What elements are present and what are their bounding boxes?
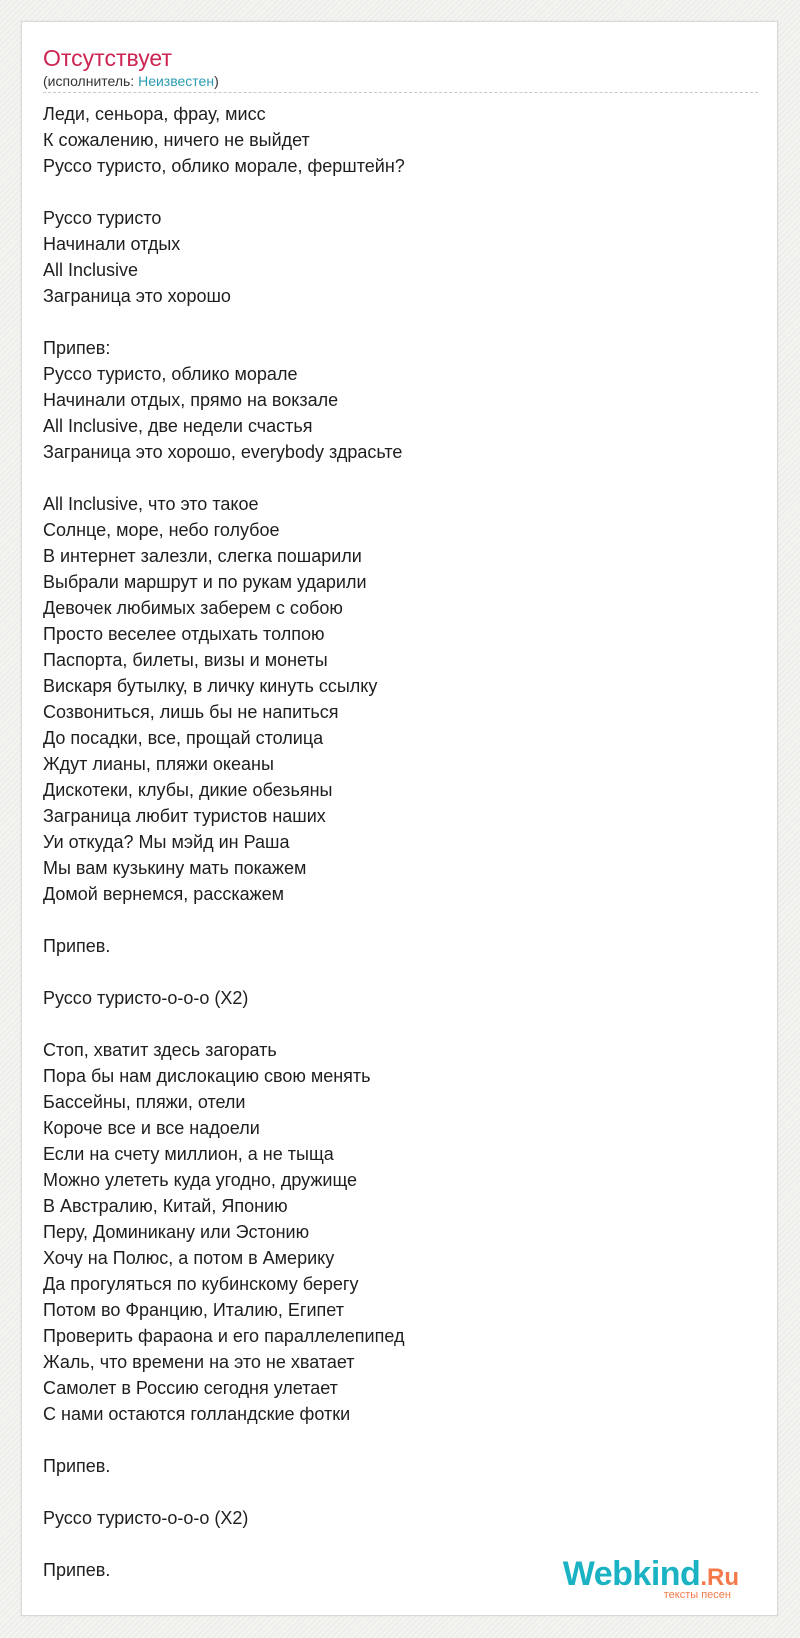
logo-name: Webkind (562, 1555, 701, 1593)
lyric-line: Пора бы нам дислокацию свою менять (43, 1066, 371, 1086)
lyric-line: В интернет залезли, слегка пошарили (43, 546, 362, 566)
lyric-line: Хочу на Полюс, а потом в Америку (43, 1248, 335, 1268)
lyric-line: Руссо туристо, облико морале, ферштейн? (43, 156, 405, 176)
lyric-line: Заграница любит туристов наших (43, 806, 326, 826)
lyric-line: All Inclusive (43, 260, 139, 280)
lyric-line: Если на счету миллион, а не тыща (43, 1144, 334, 1164)
lyric-line: Припев: (43, 338, 111, 358)
lyric-line: Бассейны, пляжи, отели (43, 1092, 246, 1112)
site-logo[interactable] (563, 1557, 739, 1601)
lyric-line (43, 907, 743, 933)
lyric-line: All Inclusive, что это такое (43, 494, 259, 514)
lyric-line: В Австралию, Китай, Японию (43, 1196, 288, 1216)
lyric-line: До посадки, все, прощай столица (43, 728, 324, 748)
lyrics-card (21, 21, 778, 1616)
lyric-line: All Inclusive, две недели счастья (43, 416, 313, 436)
artist-link[interactable]: Неизвестен (138, 73, 215, 89)
lyric-line: Ждут лианы, пляжи океаны (43, 754, 274, 774)
lyric-line: Да прогуляться по кубинскому берегу (43, 1274, 359, 1294)
lyric-line: Потом во Францию, Италию, Египет (43, 1300, 344, 1320)
lyric-line: Короче все и все надоели (43, 1118, 260, 1138)
lyric-line: Припев. (43, 1560, 111, 1580)
lyric-line: Солнце, море, небо голубое (43, 520, 280, 540)
lyric-line: Просто веселее отдыхать толпою (43, 624, 325, 644)
logo-tagline: тексты песен (663, 1589, 731, 1601)
lyric-line: Заграница это хорошо (43, 286, 231, 306)
artist-line (43, 72, 219, 90)
lyric-line: Паспорта, билеты, визы и монеты (43, 650, 328, 670)
lyric-line (43, 179, 743, 205)
lyric-line: Созвониться, лишь бы не напиться (43, 702, 339, 722)
lyric-line: Проверить фараона и его параллелепипед (43, 1326, 405, 1346)
lyric-line: Можно улететь куда угодно, дружище (43, 1170, 358, 1190)
lyric-line (43, 309, 743, 335)
lyric-line: Начинали отдых, прямо на вокзале (43, 390, 339, 410)
title-divider (43, 92, 758, 93)
lyric-line: Припев. (43, 1456, 111, 1476)
lyric-line: К сожалению, ничего не выйдет (43, 130, 310, 150)
lyric-line (43, 1011, 743, 1037)
lyric-line (43, 1427, 743, 1453)
lyric-line (43, 465, 743, 491)
lyric-line: Выбрали маршрут и по рукам ударили (43, 572, 367, 592)
lyric-line: Стоп, хватит здесь загорать (43, 1040, 277, 1060)
lyrics-body (43, 101, 743, 1583)
lyric-line: Руссо туристо (43, 208, 162, 228)
lyric-line: Домой вернемся, расскажем (43, 884, 285, 904)
lyric-line: Леди, сеньора, фрау, мисс (43, 104, 266, 124)
artist-prefix: (исполнитель: (43, 73, 139, 89)
song-title: Отсутствует (43, 45, 172, 71)
lyric-line: Уи откуда? Мы мэйд ин Раша (43, 832, 290, 852)
lyric-line: Девочек любимых заберем с собою (43, 598, 343, 618)
lyric-line: Вискаря бутылку, в личку кинуть ссылку (43, 676, 378, 696)
lyric-line (43, 1479, 743, 1505)
lyric-line: Дискотеки, клубы, дикие обезьяны (43, 780, 333, 800)
lyric-line (43, 959, 743, 985)
lyric-line: Припев. (43, 936, 111, 956)
lyric-line: Перу, Доминикану или Эстонию (43, 1222, 310, 1242)
lyric-line: Руссо туристо-о-о-о (Х2) (43, 988, 249, 1008)
lyric-line: Мы вам кузькину мать покажем (43, 858, 307, 878)
lyric-line: Руссо туристо, облико морале (43, 364, 298, 384)
lyric-line: С нами остаются голландские фотки (43, 1404, 351, 1424)
lyric-line: Жаль, что времени на это не хватает (43, 1352, 355, 1372)
logo-tld: .Ru (700, 1564, 739, 1591)
artist-suffix: ) (214, 73, 219, 89)
lyric-line: Начинали отдых (43, 234, 181, 254)
lyric-line (43, 1531, 743, 1557)
lyric-line: Руссо туристо-о-о-о (Х2) (43, 1508, 249, 1528)
lyric-line: Самолет в Россию сегодня улетает (43, 1378, 338, 1398)
lyric-line: Заграница это хорошо, everybody здрасьте (43, 442, 403, 462)
